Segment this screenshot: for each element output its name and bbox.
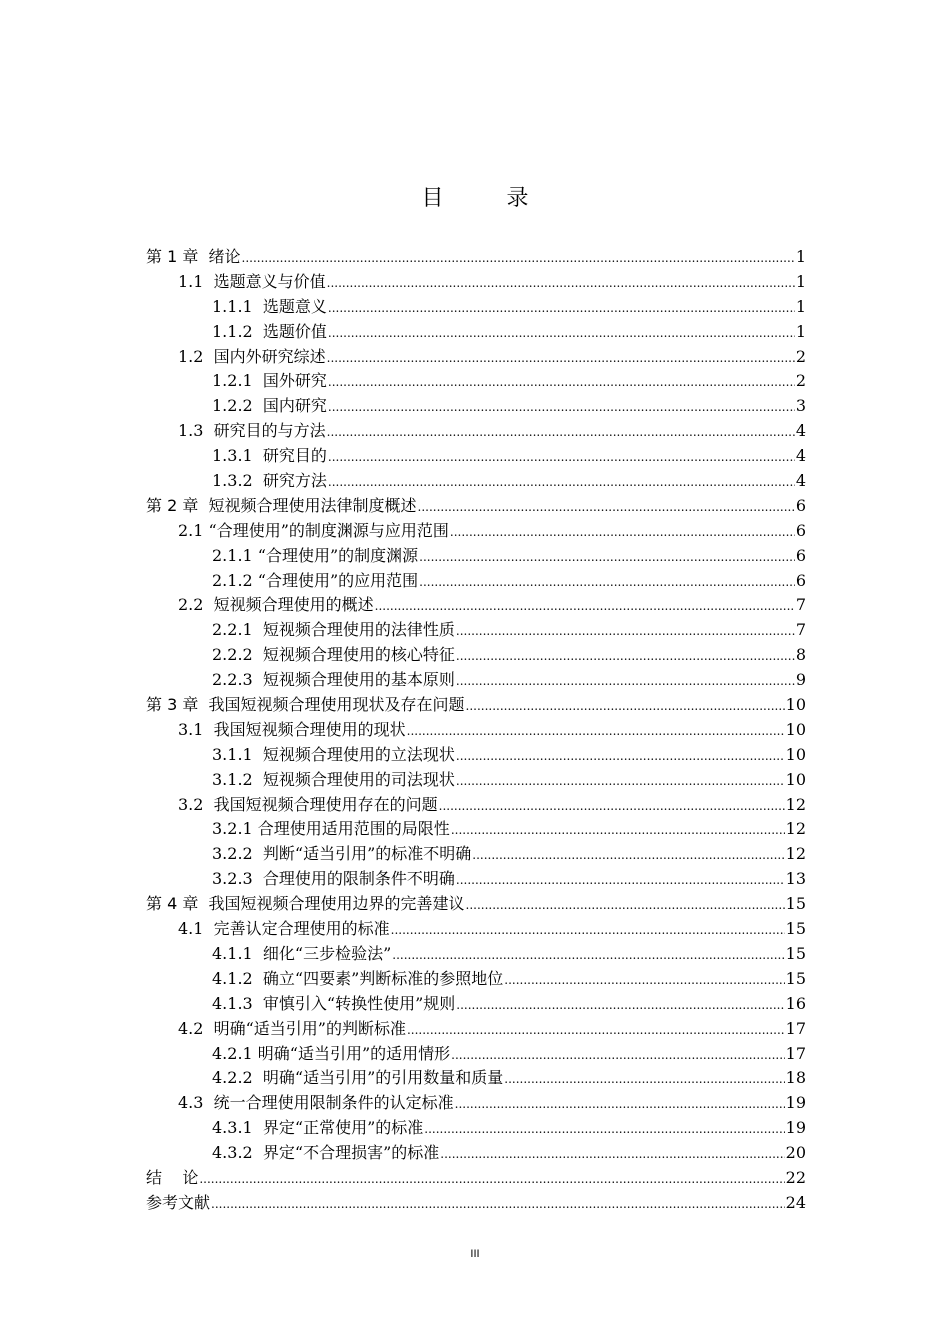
toc-entry-page: 10	[785, 719, 806, 739]
toc-entry-label: 1.3.2 研究方法	[212, 471, 327, 491]
toc-entry[interactable]	[146, 618, 806, 643]
toc-entry-page: 1	[795, 321, 806, 341]
toc-dot-leader	[439, 794, 785, 819]
toc-dot-leader	[391, 918, 785, 943]
toc-dot-leader	[199, 1167, 784, 1192]
toc-dot-leader	[456, 619, 795, 644]
toc-entry-page: 12	[785, 794, 806, 814]
toc-entry-page: 24	[785, 1192, 806, 1212]
toc-entry[interactable]	[146, 1017, 806, 1042]
toc-entry-label: 1.2 国内外研究综述	[178, 346, 326, 366]
toc-entry-page: 15	[785, 943, 806, 963]
toc-dot-leader	[328, 370, 795, 395]
toc-dot-leader	[407, 1018, 785, 1043]
toc-entry-label: 2.1 “合理使用”的制度渊源与应用范围	[178, 520, 449, 540]
toc-entry-page: 12	[785, 819, 806, 839]
toc-entry-page: 22	[785, 1167, 806, 1187]
toc-entry[interactable]	[146, 992, 806, 1017]
toc-entry[interactable]	[146, 544, 806, 569]
toc-entry-page: 15	[785, 919, 806, 939]
toc-entry-page: 19	[785, 1118, 806, 1138]
toc-entry-label: 3.1 我国短视频合理使用的现状	[178, 719, 406, 739]
toc-entry-label: 结 论	[146, 1167, 199, 1187]
toc-entry-page: 6	[795, 545, 806, 565]
toc-entry-label: 4.3.1 界定“正常使用”的标准	[212, 1118, 424, 1138]
toc-entry[interactable]	[146, 1042, 806, 1067]
toc-entry-page: 4	[795, 421, 806, 441]
page-title: 目 录	[421, 186, 557, 211]
toc-dot-leader	[327, 346, 795, 371]
toc-dot-leader	[466, 694, 785, 719]
toc-entry-label: 4.1.1 细化“三步检验法”	[212, 943, 392, 963]
toc-entry-label: 4.3.2 界定“不合理损害”的标准	[212, 1143, 440, 1163]
toc-entry-label: 第 3 章 我国短视频合理使用现状及存在问题	[146, 695, 465, 715]
toc-entry-label: 3.2.1 合理使用适用范围的局限性	[212, 819, 450, 839]
toc-entry-label: 3.2.3 合理使用的限制条件不明确	[212, 869, 455, 889]
toc-dot-leader	[327, 420, 795, 445]
toc-entry-page: 2	[795, 371, 806, 391]
toc-entry[interactable]	[146, 394, 806, 419]
toc-dot-leader	[328, 445, 795, 470]
toc-dot-leader	[472, 843, 784, 868]
toc-entry-page: 15	[785, 894, 806, 914]
toc-dot-leader	[418, 495, 795, 520]
toc-entry-page: 4	[795, 446, 806, 466]
toc-dot-leader	[440, 1142, 784, 1167]
toc-entry[interactable]	[146, 718, 806, 743]
toc-entry-label: 4.3 统一合理使用限制条件的认定标准	[178, 1093, 454, 1113]
toc-entry[interactable]	[146, 519, 806, 544]
toc-dot-leader	[328, 296, 795, 321]
toc-entry[interactable]	[146, 942, 806, 967]
toc-entry-page: 2	[795, 346, 806, 366]
toc-entry-label: 1.3 研究目的与方法	[178, 421, 326, 441]
toc-entry[interactable]	[146, 693, 806, 718]
toc-entry-label: 4.1 完善认定合理使用的标准	[178, 919, 390, 939]
toc-entry-page: 19	[785, 1093, 806, 1113]
toc-entry-page: 7	[795, 620, 806, 640]
toc-entry[interactable]	[146, 345, 806, 370]
toc-entry[interactable]	[146, 967, 806, 992]
toc-dot-leader	[327, 271, 795, 296]
toc-entry-page: 6	[795, 570, 806, 590]
toc-entry-page: 18	[785, 1068, 806, 1088]
toc-entry-page: 15	[785, 968, 806, 988]
toc-entry-label: 2.2 短视频合理使用的概述	[178, 595, 374, 615]
toc-dot-leader	[392, 943, 784, 968]
toc-entry-page: 20	[785, 1143, 806, 1163]
toc-entry[interactable]	[146, 668, 806, 693]
toc-entry-label: 参考文献	[146, 1192, 211, 1212]
toc-entry[interactable]	[146, 320, 806, 345]
toc-entry[interactable]	[146, 793, 806, 818]
toc-entry[interactable]	[146, 1141, 806, 1166]
toc-entry-label: 1.1 选题意义与价值	[178, 271, 326, 291]
toc-entry-page: 10	[785, 695, 806, 715]
toc-entry[interactable]	[146, 469, 806, 494]
toc-entry-label: 第 2 章 短视频合理使用法律制度概述	[146, 495, 417, 515]
toc-entry-label: 2.2.3 短视频合理使用的基本原则	[212, 670, 455, 690]
toc-entry-label: 1.2.1 国外研究	[212, 371, 327, 391]
toc-entry[interactable]	[146, 295, 806, 320]
toc-entry[interactable]	[146, 1166, 806, 1191]
toc-entry-label: 3.1.2 短视频合理使用的司法现状	[212, 769, 455, 789]
toc-entry-page: 12	[785, 844, 806, 864]
toc-entry-label: 1.1.2 选题价值	[212, 321, 327, 341]
toc-entry[interactable]	[146, 1116, 806, 1141]
toc-dot-leader	[242, 246, 795, 271]
toc-entry-page: 8	[795, 645, 806, 665]
toc-entry[interactable]	[146, 643, 806, 668]
toc-entry-page: 13	[785, 869, 806, 889]
toc-entry[interactable]	[146, 917, 806, 942]
toc-entry-page: 17	[785, 1043, 806, 1063]
toc-entry-label: 第 4 章 我国短视频合理使用边界的完善建议	[146, 894, 465, 914]
toc-entry[interactable]	[146, 569, 806, 594]
toc-entry[interactable]	[146, 867, 806, 892]
toc-dot-leader	[504, 1067, 784, 1092]
toc-entry[interactable]	[146, 369, 806, 394]
toc-entry-page: 16	[785, 993, 806, 1013]
toc-entry-page: 1	[795, 247, 806, 266]
toc-entry-page: 9	[795, 670, 806, 690]
toc-dot-leader	[375, 594, 795, 619]
toc-entry-label: 4.2.2 明确“适当引用”的引用数量和质量	[212, 1068, 504, 1088]
toc-dot-leader	[466, 893, 785, 918]
toc-dot-leader	[456, 669, 795, 694]
toc-dot-leader	[419, 545, 795, 570]
toc-entry[interactable]	[146, 1191, 806, 1216]
toc-entry[interactable]	[146, 892, 806, 917]
toc-entry-label: 1.1.1 选题意义	[212, 296, 327, 316]
table-of-contents	[146, 245, 806, 1216]
toc-entry-page: 10	[785, 769, 806, 789]
toc-entry[interactable]	[146, 593, 806, 618]
toc-entry[interactable]	[146, 1091, 806, 1116]
toc-dot-leader	[456, 744, 785, 769]
toc-entry-page: 17	[785, 1018, 806, 1038]
toc-entry-label: 4.2 明确“适当引用”的判断标准	[178, 1018, 406, 1038]
toc-dot-leader	[456, 644, 795, 669]
toc-entry-label: 2.1.1 “合理使用”的制度渊源	[212, 545, 419, 565]
toc-entry-label: 2.2.2 短视频合理使用的核心特征	[212, 645, 455, 665]
toc-dot-leader	[456, 769, 785, 794]
toc-entry-label: 4.1.3 审慎引入“转换性使用”规则	[212, 993, 456, 1013]
toc-entry-page: 6	[795, 520, 806, 540]
toc-entry-label: 2.2.1 短视频合理使用的法律性质	[212, 620, 455, 640]
toc-entry-page: 1	[795, 296, 806, 316]
toc-dot-leader	[419, 570, 795, 595]
toc-entry-page: 1	[795, 271, 806, 291]
toc-entry-page: 3	[795, 396, 806, 416]
toc-dot-leader	[424, 1117, 784, 1142]
toc-entry-label: 4.1.2 确立“四要素”判断标准的参照地位	[212, 968, 504, 988]
toc-dot-leader	[456, 993, 784, 1018]
toc-entry[interactable]	[146, 842, 806, 867]
toc-entry-page: 6	[795, 495, 806, 515]
toc-entry[interactable]	[146, 245, 806, 270]
toc-entry[interactable]	[146, 419, 806, 444]
toc-dot-leader	[407, 719, 785, 744]
toc-entry[interactable]	[146, 270, 806, 295]
toc-dot-leader	[328, 321, 795, 346]
toc-entry[interactable]	[146, 1066, 806, 1091]
toc-entry-page: 7	[795, 595, 806, 615]
toc-entry-label: 4.2.1 明确“适当引用”的适用情形	[212, 1043, 451, 1063]
toc-entry-label: 3.1.1 短视频合理使用的立法现状	[212, 744, 455, 764]
toc-entry-label: 3.2 我国短视频合理使用存在的问题	[178, 794, 438, 814]
toc-dot-leader	[451, 818, 785, 843]
toc-entry[interactable]	[146, 817, 806, 842]
toc-entry[interactable]	[146, 768, 806, 793]
toc-dot-leader	[504, 968, 784, 993]
toc-dot-leader	[450, 520, 795, 545]
page-number: III	[470, 1248, 480, 1260]
toc-entry-label: 2.1.2 “合理使用”的应用范围	[212, 570, 419, 590]
toc-dot-leader	[456, 868, 785, 893]
toc-dot-leader	[211, 1192, 785, 1217]
toc-entry[interactable]	[146, 444, 806, 469]
toc-entry[interactable]	[146, 743, 806, 768]
toc-entry-page: 4	[795, 471, 806, 491]
toc-entry-label: 3.2.2 判断“适当引用”的标准不明确	[212, 844, 472, 864]
toc-entry-label: 1.3.1 研究目的	[212, 446, 327, 466]
toc-dot-leader	[455, 1092, 785, 1117]
toc-entry-page: 10	[785, 744, 806, 764]
toc-dot-leader	[328, 470, 795, 495]
toc-dot-leader	[328, 395, 795, 420]
toc-entry-label: 1.2.2 国内研究	[212, 396, 327, 416]
toc-entry-label: 第 1 章 绪论	[146, 247, 241, 266]
toc-dot-leader	[451, 1043, 784, 1068]
toc-entry[interactable]	[146, 494, 806, 519]
